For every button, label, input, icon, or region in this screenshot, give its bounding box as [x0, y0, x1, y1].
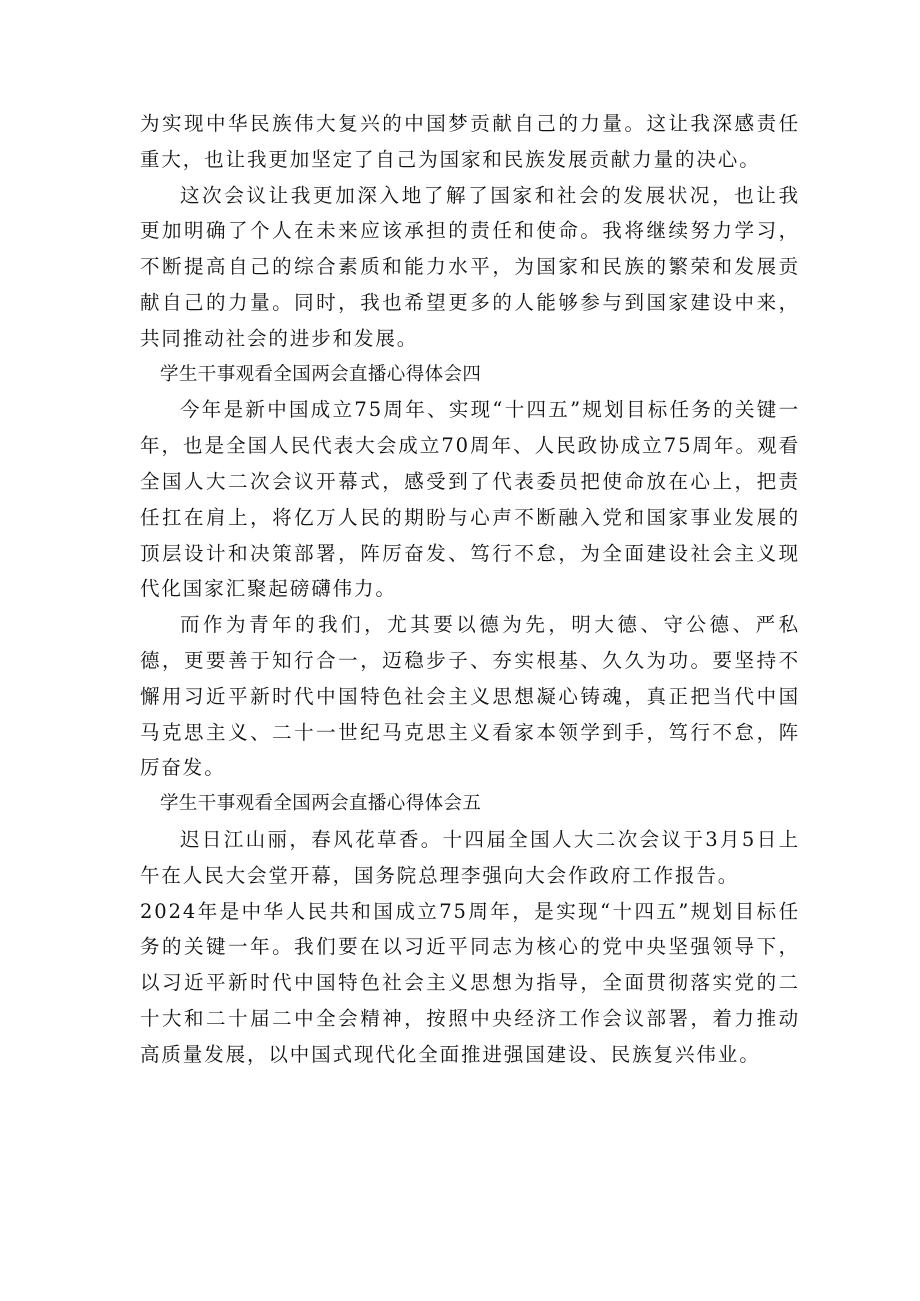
paragraph: 这次会议让我更加深入地了解了国家和社会的发展状况，也让我更加明确了个人在未来应该承担的责任和使命。我将继续努力学习，不断提高自己的综合素质和能力水平，为国家和民族的繁荣和发展贡献自己的力量。同时，我也希望更多的人能够参与到国家建设中来，共同推动社会的进步和发展。	[140, 183, 800, 350]
paragraph: 迟日江山丽，春风花草香。十四届全国人大二次会议于3月5日上午在人民大会堂开幕，国务院总理李强向大会作政府工作报告。	[140, 827, 800, 887]
section-heading-4: 学生干事观看全国两会直播心得体会四	[160, 363, 482, 385]
paragraph-continuation: 为实现中华民族伟大复兴的中国梦贡献自己的力量。这让我深感责任重大，也让我更加坚定了自己为国家和民族发展贡献力量的决心。	[140, 112, 800, 171]
paragraph: 今年是新中国成立75周年、实现“十四五”规划目标任务的关键一年，也是全国人民代表大会成立70周年、人民政协成立75周年。观看全国人大二次会议开幕式，感受到了代表委员把使命放在心上，把责任扛在肩上，将亿万人民的期盼与心声不断融入党和国家事业发展的顶层设计和决策部署，阵厉奋发、笃行不怠，为全面建设社会主义现代化国家汇聚起磅礴伟力。	[140, 398, 800, 601]
paragraph: 而作为青年的我们，尤其要以德为先，明大德、守公德、严私德，更要善于知行合一，迈稳步子、夯实根基、久久为功。要坚持不懈用习近平新时代中国特色社会主义思想凝心铸魂，真正把当代中国马克思主义、二十一世纪马克思主义看家本领学到手，笃行不怠，阵厉奋发。	[140, 613, 800, 780]
document-body	[140, 106, 800, 1073]
section-heading-5: 学生干事观看全国两会直播心得体会五	[160, 793, 482, 815]
paragraph: 2024年是中华人民共和国成立75周年，是实现“十四五”规划目标任务的关键一年。我们要在以习近平同志为核心的党中央坚强领导下，以习近平新时代中国特色社会主义思想为指导，全面贯彻落实党的二十大和二十届二中全会精神，按照中央经济工作会议部署，着力推动高质量发展，以中国式现代化全面推进强国建设、民族复兴伟业。	[140, 899, 800, 1066]
